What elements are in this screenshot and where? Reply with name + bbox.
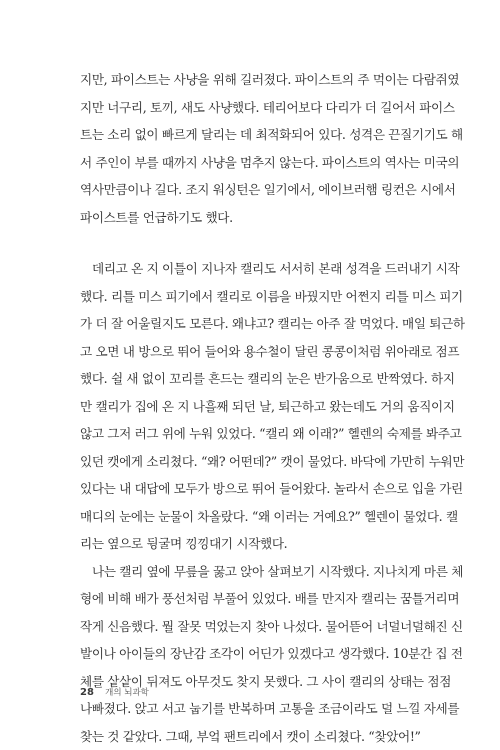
text-line: 고 오면 내 방으로 뛰어 들어와 용수철이 달린 콩콩이처럼 위아래로 점프 (80, 338, 426, 366)
page-footer (80, 686, 149, 698)
text-line: 했다. 리틀 미스 피기에서 캘리로 이름을 바꿨지만 어쩐지 리틀 미스 피기 (80, 283, 426, 311)
text-line: 만 캘리가 집에 온 지 나흘째 되던 날, 퇴근하고 왔는데도 거의 움직이지 (80, 393, 426, 421)
text-line: 있다는 내 대답에 모두가 방으로 뛰어 들어왔다. 놀라서 손으로 입을 가린 (80, 475, 426, 503)
paragraph-2 (80, 255, 426, 558)
text-line: 형에 비해 배가 풍선처럼 부풀어 있었다. 배를 만지자 캘리는 꿈틀거리며 (80, 585, 426, 613)
text-line: 매디의 눈에는 눈물이 차올랐다. “왜 이러는 거예요?” 헬렌이 물었다. 캘 (80, 503, 426, 531)
paragraph-spacer (80, 231, 426, 255)
text-line: 찾는 것 같았다. 그때, 부엌 팬트리에서 캣이 소리쳤다. “찾았어!” (80, 723, 426, 750)
text-line: 리는 옆으로 뒹굴며 낑낑대기 시작했다. (80, 530, 426, 558)
text-line: 가 더 잘 어울릴지도 모른다. 왜냐고? 캘리는 아주 잘 먹었다. 매일 퇴근하 (80, 310, 426, 338)
paragraph-3 (80, 558, 426, 750)
text-line: 지만 너구리, 토끼, 새도 사냥했다. 테리어보다 다리가 더 길어서 파이스 (80, 94, 426, 122)
text-line: 나빠졌다. 앉고 서고 눕기를 반복하며 고통을 조금이라도 덜 느낄 자세를 (80, 695, 426, 723)
text-line: 데리고 온 지 이틀이 지나자 캘리도 서서히 본래 성격을 드러내기 시작 (80, 255, 426, 283)
text-line: 있던 캣에게 소리쳤다. “왜? 어떤데?” 캣이 물었다. 바닥에 가만히 누워만 (80, 448, 426, 476)
text-line: 발이나 아이들의 장난감 조각이 어딘가 있겠다고 생각했다. 10분간 집 전 (80, 640, 426, 668)
body-text (80, 66, 426, 750)
text-line: 파이스트를 언급하기도 했다. (80, 204, 426, 232)
text-line: 작게 신음했다. 뭘 잘못 먹었는지 찾아 나섰다. 물어뜯어 너덜너덜해진 신 (80, 613, 426, 641)
text-line: 했다. 쉴 새 없이 꼬리를 흔드는 캘리의 눈은 반가움으로 반짝였다. 하지 (80, 365, 426, 393)
text-line: 체를 샅샅이 뒤져도 아무것도 찾지 못했다. 그 사이 캘리의 상태는 점점 (80, 668, 426, 696)
running-title: 개의 뇌과학 (105, 688, 149, 698)
page-number: 28 (80, 687, 94, 698)
text-line: 서 주인이 부를 때까지 사냥을 멈추지 않는다. 파이스트의 역사는 미국의 (80, 149, 426, 177)
text-line: 지만, 파이스트는 사냥을 위해 길러졌다. 파이스트의 주 먹이는 다람쥐였 (80, 66, 426, 94)
text-line: 나는 캘리 옆에 무릎을 꿇고 앉아 살펴보기 시작했다. 지나치게 마른 체 (80, 558, 426, 586)
text-line: 않고 그저 러그 위에 누워 있었다. “캘리 왜 이래?” 헬렌의 숙제를 봐주고 (80, 420, 426, 448)
text-line: 트는 소리 없이 빠르게 달리는 데 최적화되어 있다. 성격은 끈질기기도 해 (80, 121, 426, 149)
text-line: 역사만큼이나 길다. 조지 워싱턴은 일기에서, 에이브러햄 링컨은 시에서 (80, 176, 426, 204)
paragraph-1 (80, 66, 426, 231)
